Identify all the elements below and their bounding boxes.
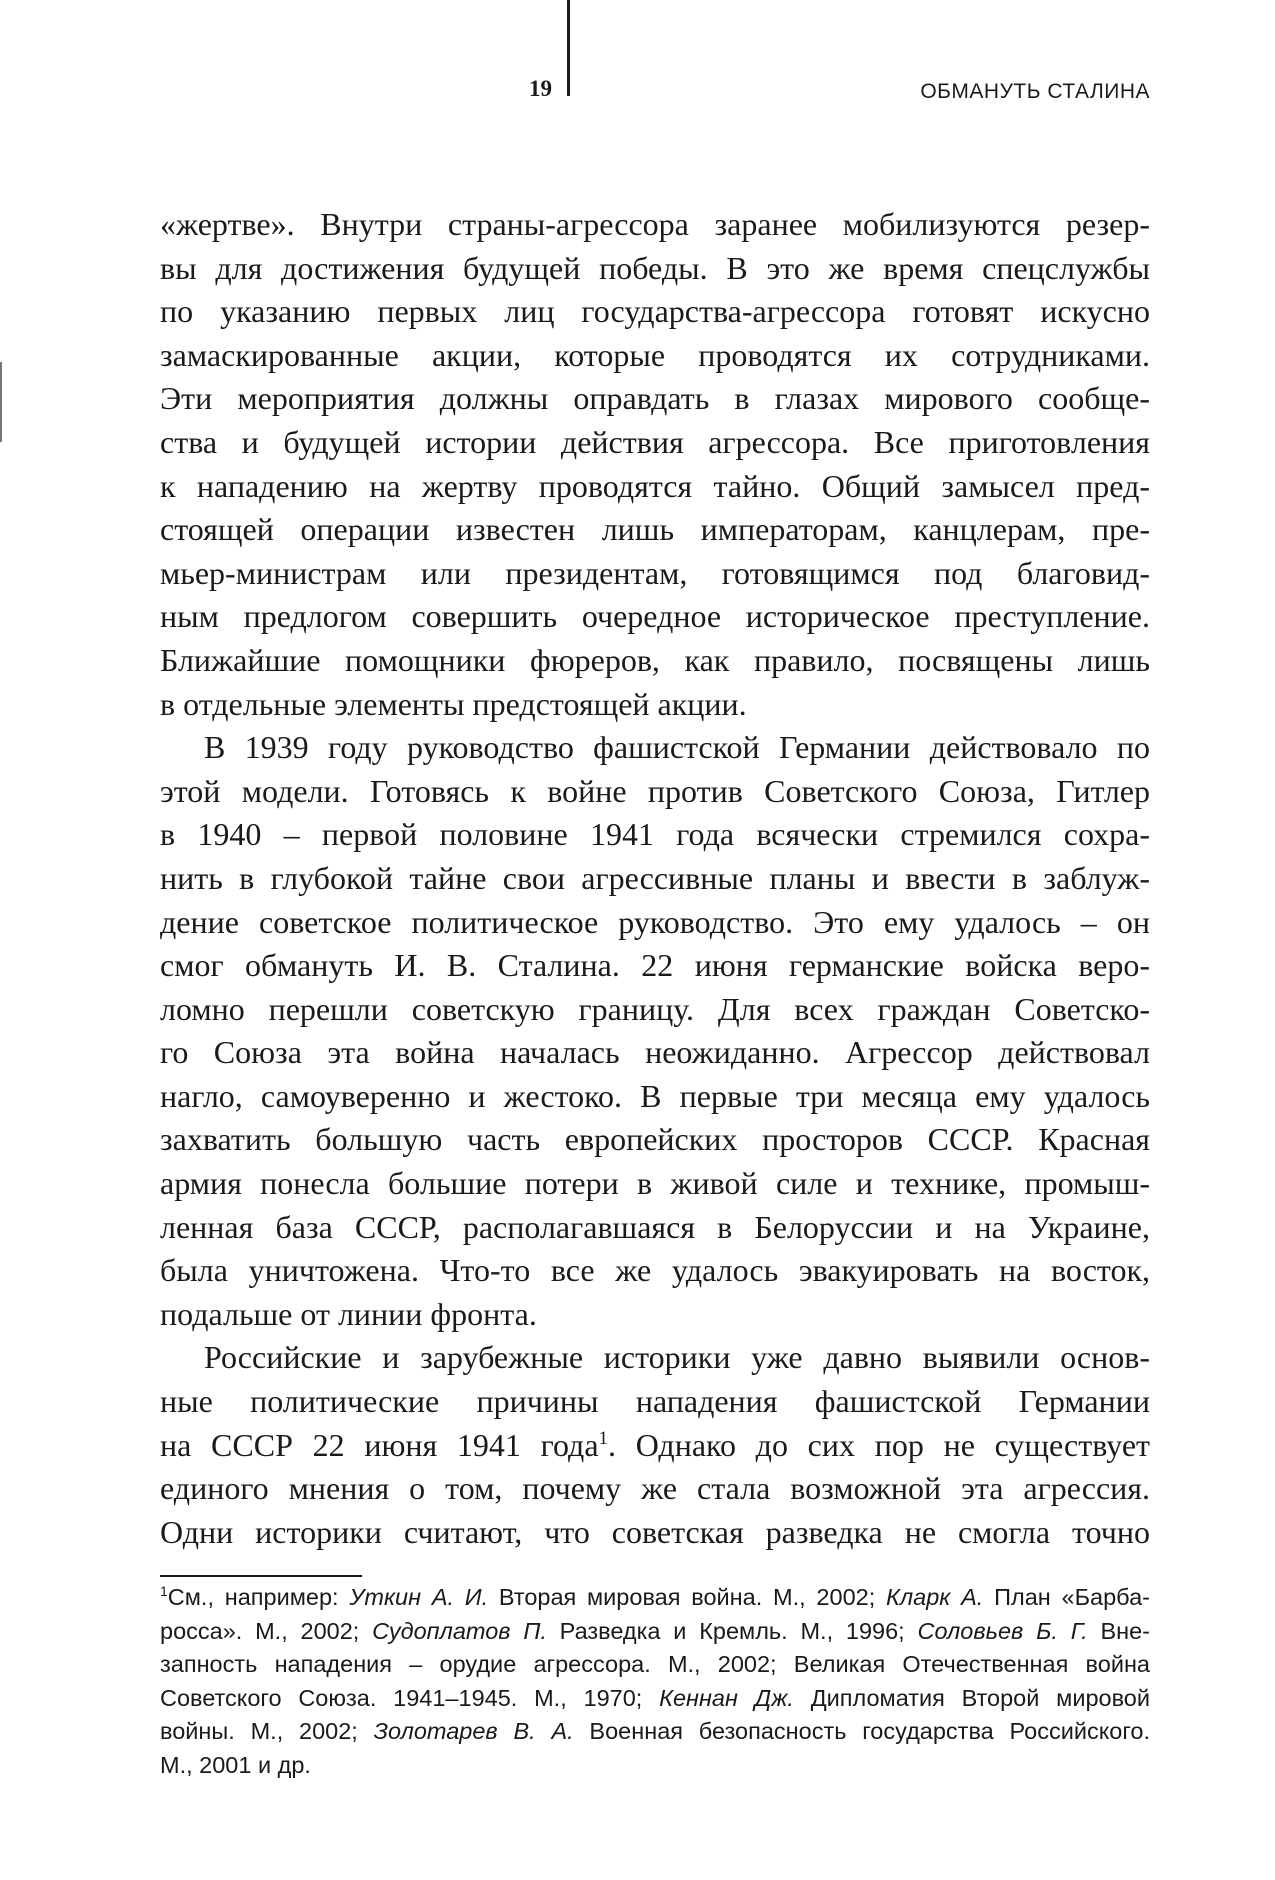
footnote-line — [160, 1715, 1150, 1749]
footnote-text: См., например: — [167, 1584, 350, 1610]
body-line: ным предлогом совершить очередное историческое преступление. — [160, 598, 1150, 635]
footnote-reference[interactable]: 1 — [598, 1427, 609, 1449]
body-line: ломно перешли советскую границу. Для всех граждан Советско- — [160, 990, 1150, 1027]
body-line: нагло, самоуверенно и жестоко. В первые три месяца ему удалось — [160, 1077, 1150, 1114]
body-line: Ближайшие помощники фюреров, как правило, посвящены лишь — [160, 641, 1150, 678]
footnote-author: Кеннан Дж. — [659, 1684, 794, 1711]
body-line: в отдельные элементы предстоящей акции. — [160, 685, 747, 722]
body-line: вы для достижения будущей победы. В это же время спецслужбы — [160, 249, 1150, 286]
running-title: ОБМАНУТЬ СТАЛИНА — [920, 80, 1150, 103]
footnote-mark: 1 — [160, 1583, 168, 1599]
page-number: 19 — [529, 76, 552, 101]
body-line-part: . Однако до сих пор не существует — [608, 1426, 1150, 1463]
body-line: замаскированные акции, которые проводятся их сотрудниками. — [160, 336, 1150, 373]
footnote-author: Соловьев Б. Г. — [917, 1617, 1088, 1644]
footnote-author: Уткин А. И. — [349, 1584, 489, 1610]
body-line: дение советское политическое руководство. Это ему удалось – он — [160, 903, 1150, 940]
body-line: Одни историки считают, что советская разведка не смогла точно — [160, 1513, 1150, 1550]
body-line: в 1940 – первой половине 1941 года всячески стремился сохра- — [160, 816, 1150, 853]
body-line: Эти мероприятия должны оправдать в глазах мирового сообще- — [160, 380, 1150, 417]
body-line: к нападению на жертву проводятся тайно. Общий замысел пред- — [160, 467, 1150, 504]
body-line: стоящей операции известен лишь императорам, канцлерам, пре- — [160, 511, 1150, 548]
body-line: ные политические причины нападения фашистской Германии — [160, 1383, 1150, 1420]
footnote-line — [160, 1682, 1150, 1716]
body-line: «жертве». Внутри страны-агрессора заранее мобилизуются резер- — [160, 206, 1150, 242]
footnote-line — [160, 1581, 1150, 1615]
scan-margin-mark — [0, 362, 2, 442]
footnote-text: Советского Союза. 1941–1945. М., 1970; — [160, 1684, 660, 1711]
body-line: единого мнения о том, почему же стала возможной эта агрессия. — [160, 1470, 1150, 1507]
body-line: была уничтожена. Что-то все же удалось эвакуировать на восток, — [160, 1252, 1150, 1289]
body-line: смог обмануть И. В. Сталина. 22 июня германские войска веро- — [160, 947, 1150, 984]
body-line: подальше от линии фронта. — [160, 1295, 537, 1332]
body-line: го Союза эта война началась неожиданно. Агрессор действовал — [160, 1034, 1150, 1071]
body-line: нить в глубокой тайне свои агрессивные планы и ввести в заблуж- — [160, 859, 1150, 896]
footnote-text: Разведка и Кремль. М., 1996; — [546, 1617, 918, 1644]
body-line: мьер-министрам или президентам, готовящимся под благовид- — [160, 554, 1150, 591]
footnote-text: росса». М., 2002; — [160, 1617, 373, 1644]
body-line: ленная база СССР, располагавшаяся в Белоруссии и на Украине, — [160, 1208, 1150, 1245]
footnote-line: М., 2001 и др. — [160, 1751, 311, 1778]
body-line-with-footnote-ref — [160, 1424, 1150, 1468]
body-line: армия понесла большие потери в живой силе и технике, промыш- — [160, 1165, 1150, 1202]
footnote — [160, 1581, 1150, 1782]
body-line: ства и будущей истории действия агрессора. Все приготовления — [160, 423, 1150, 460]
footnote-line — [160, 1615, 1150, 1649]
footnote-line: запность нападения – орудие агрессора. М., 2002; Великая Отечественная война — [160, 1651, 1150, 1677]
footnote-text: Вне- — [1087, 1617, 1150, 1644]
body-line: Российские и зарубежные историки уже давно выявили основ- — [204, 1339, 1150, 1376]
body-line-part: на СССР 22 июня 1941 года — [160, 1426, 599, 1463]
footnote-author: Судоплатов П. — [372, 1617, 547, 1644]
footnote-text: Военная безопасность государства Российского. — [573, 1718, 1150, 1744]
footnote-text: Дипломатия Второй мировой — [793, 1684, 1150, 1711]
body-line: этой модели. Готовясь к войне против Советского Союза, Гитлер — [160, 772, 1150, 809]
body-line: захватить большую часть европейских просторов СССР. Красная — [160, 1121, 1150, 1158]
footnote-author: Кларк А. — [886, 1584, 984, 1610]
body-line: по указанию первых лиц государства-агрессора готовят искусно — [160, 293, 1150, 330]
footnote-author: Золотарев В. А. — [373, 1718, 574, 1744]
footnote-text: войны. М., 2002; — [160, 1718, 374, 1744]
footnote-text: План «Барба- — [983, 1584, 1150, 1610]
body-line: В 1939 году руководство фашистской Германии действовало по — [204, 729, 1150, 766]
header-divider — [567, 0, 570, 96]
footnote-divider — [160, 1575, 362, 1577]
footnote-text: Вторая мировая война. М., 2002; — [488, 1584, 887, 1610]
body-text — [160, 203, 1150, 1554]
